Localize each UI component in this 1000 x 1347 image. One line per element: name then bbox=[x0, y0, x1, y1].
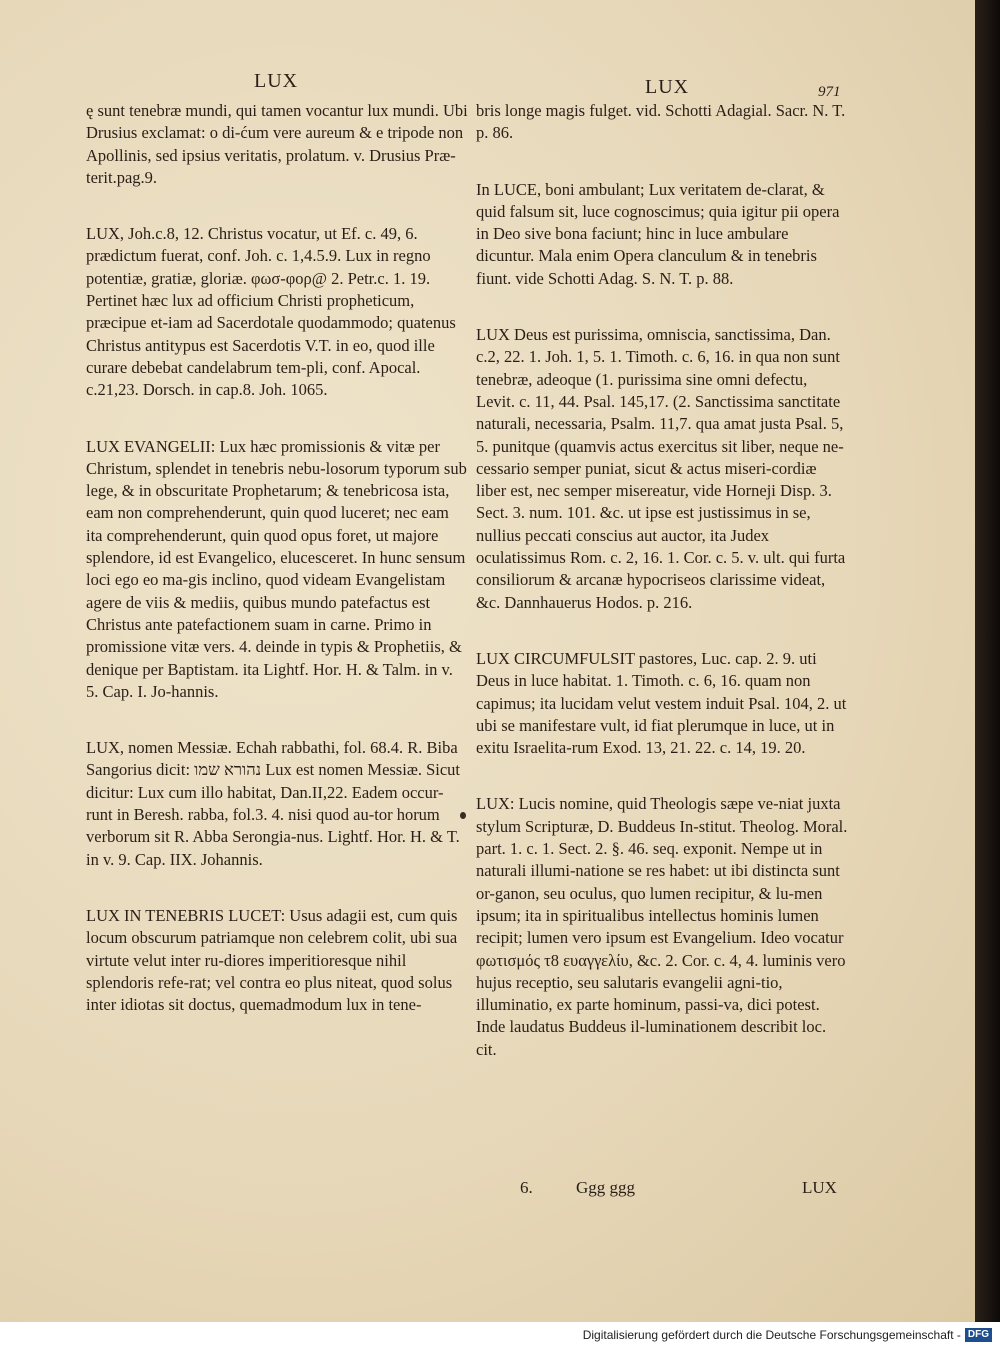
entry-lux-deus: LUX Deus est purissima, omniscia, sanctissima, Dan. c.2, 22. 1. Joh. 1, 5. 1. Timoth. c. 6, 16. in qua non sunt tenebræ, adeoque (1. purissima sine omni defectu, Levit. c. 11, 44. Psal. 145,17. (2. Sanctissima sanctitate naturali, necessaria, Psalm. 11,7. qua amat justa Psal. 5, 5. punitque (quamvis actus exercitus sit liber, neque ne-cessario semper puniat, sicut & actus miseri-cordiæ liber est, nec semper misereatur, vide Horneji Disp. 3. Sect. 3. num. 101. &c. ut ipse est justissimus in se, nullius peccati conscius aut auctor, ita Judex oculatissimus Rom. c. 2, 16. 1. Cor. c. 5. v. ult. qui furta consiliorum & arcanæ hypocriseos clarissime videat, &c. Dannhauerus Hodos. p. 216. bbox=[476, 325, 846, 612]
entry-lux-evangelii: LUX EVANGELII: Lux hæc promissionis & vitæ per Christum, splendet in tenebris nebu-losorum typorum sub lege, & in obscuritate Prophetarum; & tenebricosa ista, eam non comprehenderunt, quin quod luceret; nec eam ita comprehenderunt, quin quod opus foret, ut majore splendore, id est Evangelico, elucesceret. In hunc sensum loci ego eo ma-gis inclino, quod videam Evangelistam agere de viis & mediis, quibus mundo patefactus est Christus ante patefactionem suam in carne. Primo in promissione vitæ vers. 4. deinde in typis & Prophetiis, & denique per Baptistam. ita Lightf. Hor. H. & Talm. in v. 5. Cap. I. Jo-hannis. bbox=[86, 436, 467, 701]
catchword: LUX bbox=[802, 1178, 837, 1197]
entry-continuation: ę sunt tenebræ mundi, qui tamen vocantur lux mundi. Ubi Drusius exclamat: o di-ćum vere aureum & e tripode non Apollinis, sed ipsius veritatis, prolatum. v. Drusius Præ-terit.pag.9. bbox=[86, 101, 468, 187]
entry-lux-nomen-messiae: LUX, nomen Messiæ. Echah rabbathi, fol. 68.4. R. Biba Sangorius dicit: נהורא שמו Lux est nomen Messiæ. Sicut dicitur: Lux cum illo habitat, Dan.II,22. Eadem occur-runt in Beresh. rabba, fol.3. 4. nisi quod au-tor horum verborum sit R. Abba Serongia-nus. Lightf. Hor. H. & T. in v. 9. Cap. IIX. Johannis. bbox=[86, 738, 460, 869]
dfg-logo: DFG bbox=[965, 1328, 992, 1342]
entry-lux-in-tenebris: LUX IN TENEBRIS LUCET: Usus adagii est, cum quis locum obscurum patriamque non celebrem colit, ubi sua virtute velut inter ru-diores imperitioresque nihil splendoris refe-rat; vel contra eo plus niteat, quod solus inter idiotas sit doctus, quemadmodum lux in tene- bbox=[86, 905, 458, 1015]
entry-lux-joh: LUX, Joh.c.8, 12. Christus vocatur, ut Ef. c. 49, 6. prædictum fuerat, conf. Joh. c. 1,4.5.9. Lux in regno potentiæ, gratiæ, gloriæ. φωσ-φορ@ 2. Petr.c. 1. 19. Pertinet hæc lux ad officium Christi propheticum, præcipue et-iam ad Sacerdotale quodammodo; quatenus Christus antitypus est Sacerdotis V.T. in eo, quod ille curare debebat candelabrum tem-pli, conf. Apocal. c.21,23. Dorsch. in cap.8. Joh. 1065. bbox=[86, 224, 456, 400]
running-head-right: LUX bbox=[645, 76, 690, 98]
entry-in-luce: In LUCE, boni ambulant; Lux veritatem de-clarat, & quid falsum sit, luce cognoscimus; quia igitur pii opera in Deo sive bona faciunt; hinc in luce ambulare dicuntur. Mala enim Opera clanculum & in tenebris fiunt. vide Schotti Adag. S. N. T. p. 88. bbox=[476, 179, 840, 288]
running-head-left: LUX bbox=[254, 70, 299, 92]
ink-spot bbox=[460, 812, 466, 819]
left-column bbox=[86, 100, 468, 1016]
digitization-footer bbox=[0, 1322, 1000, 1347]
footer-text: Digitalisierung gefördert durch die Deutsche Forschungsgemeinschaft - bbox=[582, 1327, 961, 1342]
right-column bbox=[476, 100, 848, 1061]
entry-lux-lucis-nomine: LUX: Lucis nomine, quid Theologis sæpe ve-niat juxta stylum Scripturæ, D. Buddeus In-stitut. Theolog. Moral. part. 1. c. 1. Sect. 2. §. 46. seq. exponit. Nempe ut in naturali illumi-natione se res habet: ut ibi distincta sunt or-ganon, seu oculus, quo lumen recipitur, & lu-men ipsum; ita in spiritualibus intellectus hominis lumen recipit; lumen vero ipsum est Evangelium. Ideo vocatur φωτισμός τ8 ευαγγελίυ, &c. 2. Cor. c. 4, 4. luminis vero hujus receptio, seu salutaris evangelii agni-tio, illuminatio, ex parte hominum, passi-va, dici potest. Inde laudatus Buddeus il-luminationem describit loc. cit. bbox=[476, 794, 848, 1059]
entry-continuation-right: bris longe magis fulget. vid. Schotti Adagial. Sacr. N. T. p. 86. bbox=[476, 101, 846, 143]
scan-edge bbox=[975, 0, 1000, 1322]
sheet-number: 6. bbox=[520, 1178, 533, 1197]
signature-mark: Ggg ggg bbox=[576, 1178, 636, 1197]
entry-lux-circumfulsit: LUX CIRCUMFULSIT pastores, Luc. cap. 2. 9. uti Deus in luce habitat. 1. Timoth. c. 6, 16. quam non capimus; ita lucidam velut vestem induit Psal. 104, 2. ut ubi se manifestare vult, id fiat plerumque in luce, ut in exitu Israelita-rum Exod. 13, 21. 22. c. 14, 19. 20. bbox=[476, 648, 847, 758]
page-number: 971 bbox=[818, 84, 841, 100]
